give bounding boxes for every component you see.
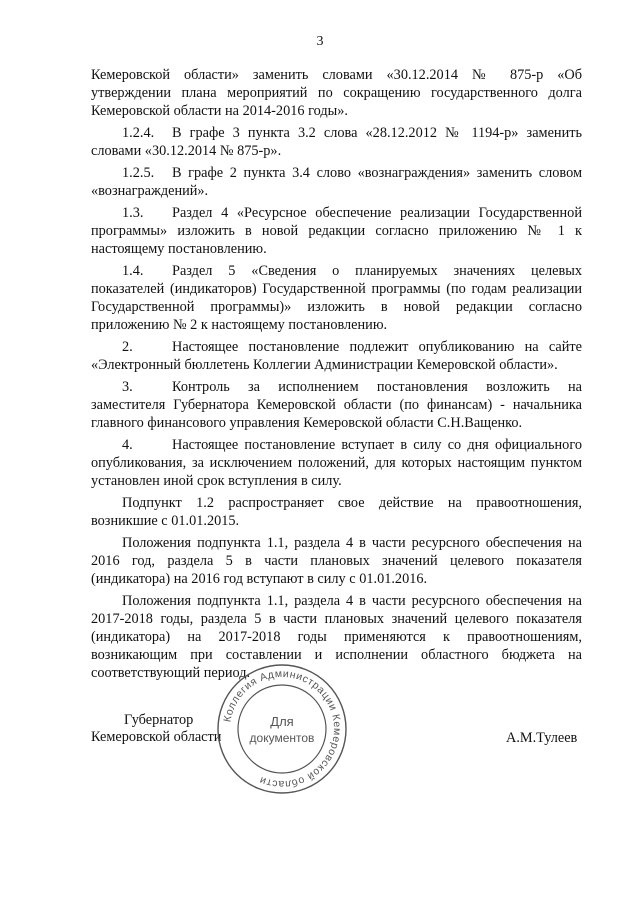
paragraph-text: В графе 3 пункта 3.2 слова «28.12.2012 № 1194-р» заменить словами «30.12.2014 № 875-р». — [91, 125, 582, 159]
stamp-center-line1: Для — [270, 714, 294, 729]
paragraph-number: 1.4. — [122, 263, 144, 279]
paragraph-text: Подпункт 1.2 распространяет свое действие на правоотношения, возникшие с 01.01.2015. — [91, 495, 582, 529]
paragraph-text: В графе 2 пункта 3.4 слово «вознаграждения» заменить словом «вознаграждений». — [91, 165, 582, 199]
document-body — [91, 66, 582, 686]
paragraph-text: Настоящее постановление вступает в силу со дня официального опубликования, за исключением положений, для которых настоящим пунктом установлен иной срок вступления в силу. — [91, 437, 582, 489]
paragraph-text: Контроль за исполнением постановления возложить на заместителя Губернатора Кемеровской области (по финансам) - начальника главного финансового управления Кемеровской области С.Н.Ващенко. — [91, 379, 582, 431]
signatory-title-line2: Кемеровской области — [91, 729, 222, 745]
signatory-title-line1: Губернатор — [124, 712, 194, 728]
paragraph-number: 1.2.5. — [122, 165, 155, 181]
paragraph-number: 2. — [122, 339, 133, 355]
page-number: 3 — [316, 34, 324, 49]
paragraph — [91, 378, 582, 432]
paragraph — [91, 204, 582, 258]
paragraph-text: Настоящее постановление подлежит опубликованию на сайте «Электронный бюллетень Коллегии Администрации Кемеровской области». — [91, 339, 582, 373]
stamp-inner-ring — [238, 685, 326, 773]
paragraph — [91, 262, 582, 334]
paragraph — [91, 534, 582, 588]
paragraph-text: Положения подпункта 1.1, раздела 4 в части ресурсного обеспечения на 2017-2018 годы, раздела 5 в части плановых значений целевого показателя (индикатора) на 2017-2018 годы применяются к правоотношениям, возникающим при составлении и исполнении областного бюджета на соответствующий период. — [91, 593, 582, 681]
stamp-ring-text: Коллегия Администрации Кемеровской области — [221, 667, 344, 791]
paragraph-number: 4. — [122, 437, 133, 453]
paragraph — [91, 436, 582, 490]
paragraph-number: 1.3. — [122, 205, 144, 221]
paragraph — [91, 124, 582, 160]
paragraph — [91, 66, 582, 120]
paragraph — [91, 164, 582, 200]
paragraph-text: Кемеровской области» заменить словами «30.12.2014 № 875-р «Об утверждении плана мероприятий по сокращению государственного долга Кемеровской области на 2014-2016 годы». — [91, 67, 582, 119]
paragraph-number: 3. — [122, 379, 133, 395]
paragraph-text: Раздел 4 «Ресурсное обеспечение реализации Государственной программы» изложить в новой редакции согласно приложению № 1 к настоящему постановлению. — [91, 205, 582, 257]
paragraph — [91, 338, 582, 374]
signatory-name: А.М.Тулеев — [506, 730, 578, 746]
paragraph — [91, 592, 582, 682]
paragraph-text: Раздел 5 «Сведения о планируемых значениях целевых показателей (индикаторов) Государственной программы (по годам реализации Государственной программы)» изложить в новой редакции согласно приложению № 2 к настоящему постановлению. — [91, 263, 582, 333]
paragraph-number: 1.2.4. — [122, 125, 155, 141]
paragraph — [91, 494, 582, 530]
stamp-center-line2: документов — [249, 731, 315, 745]
paragraph-text: Положения подпункта 1.1, раздела 4 в части ресурсного обеспечения на 2016 год, раздела 5 в части плановых значений целевого показателя (индикатора) на 2016 год вступают в силу с 01.01.2016. — [91, 535, 582, 587]
